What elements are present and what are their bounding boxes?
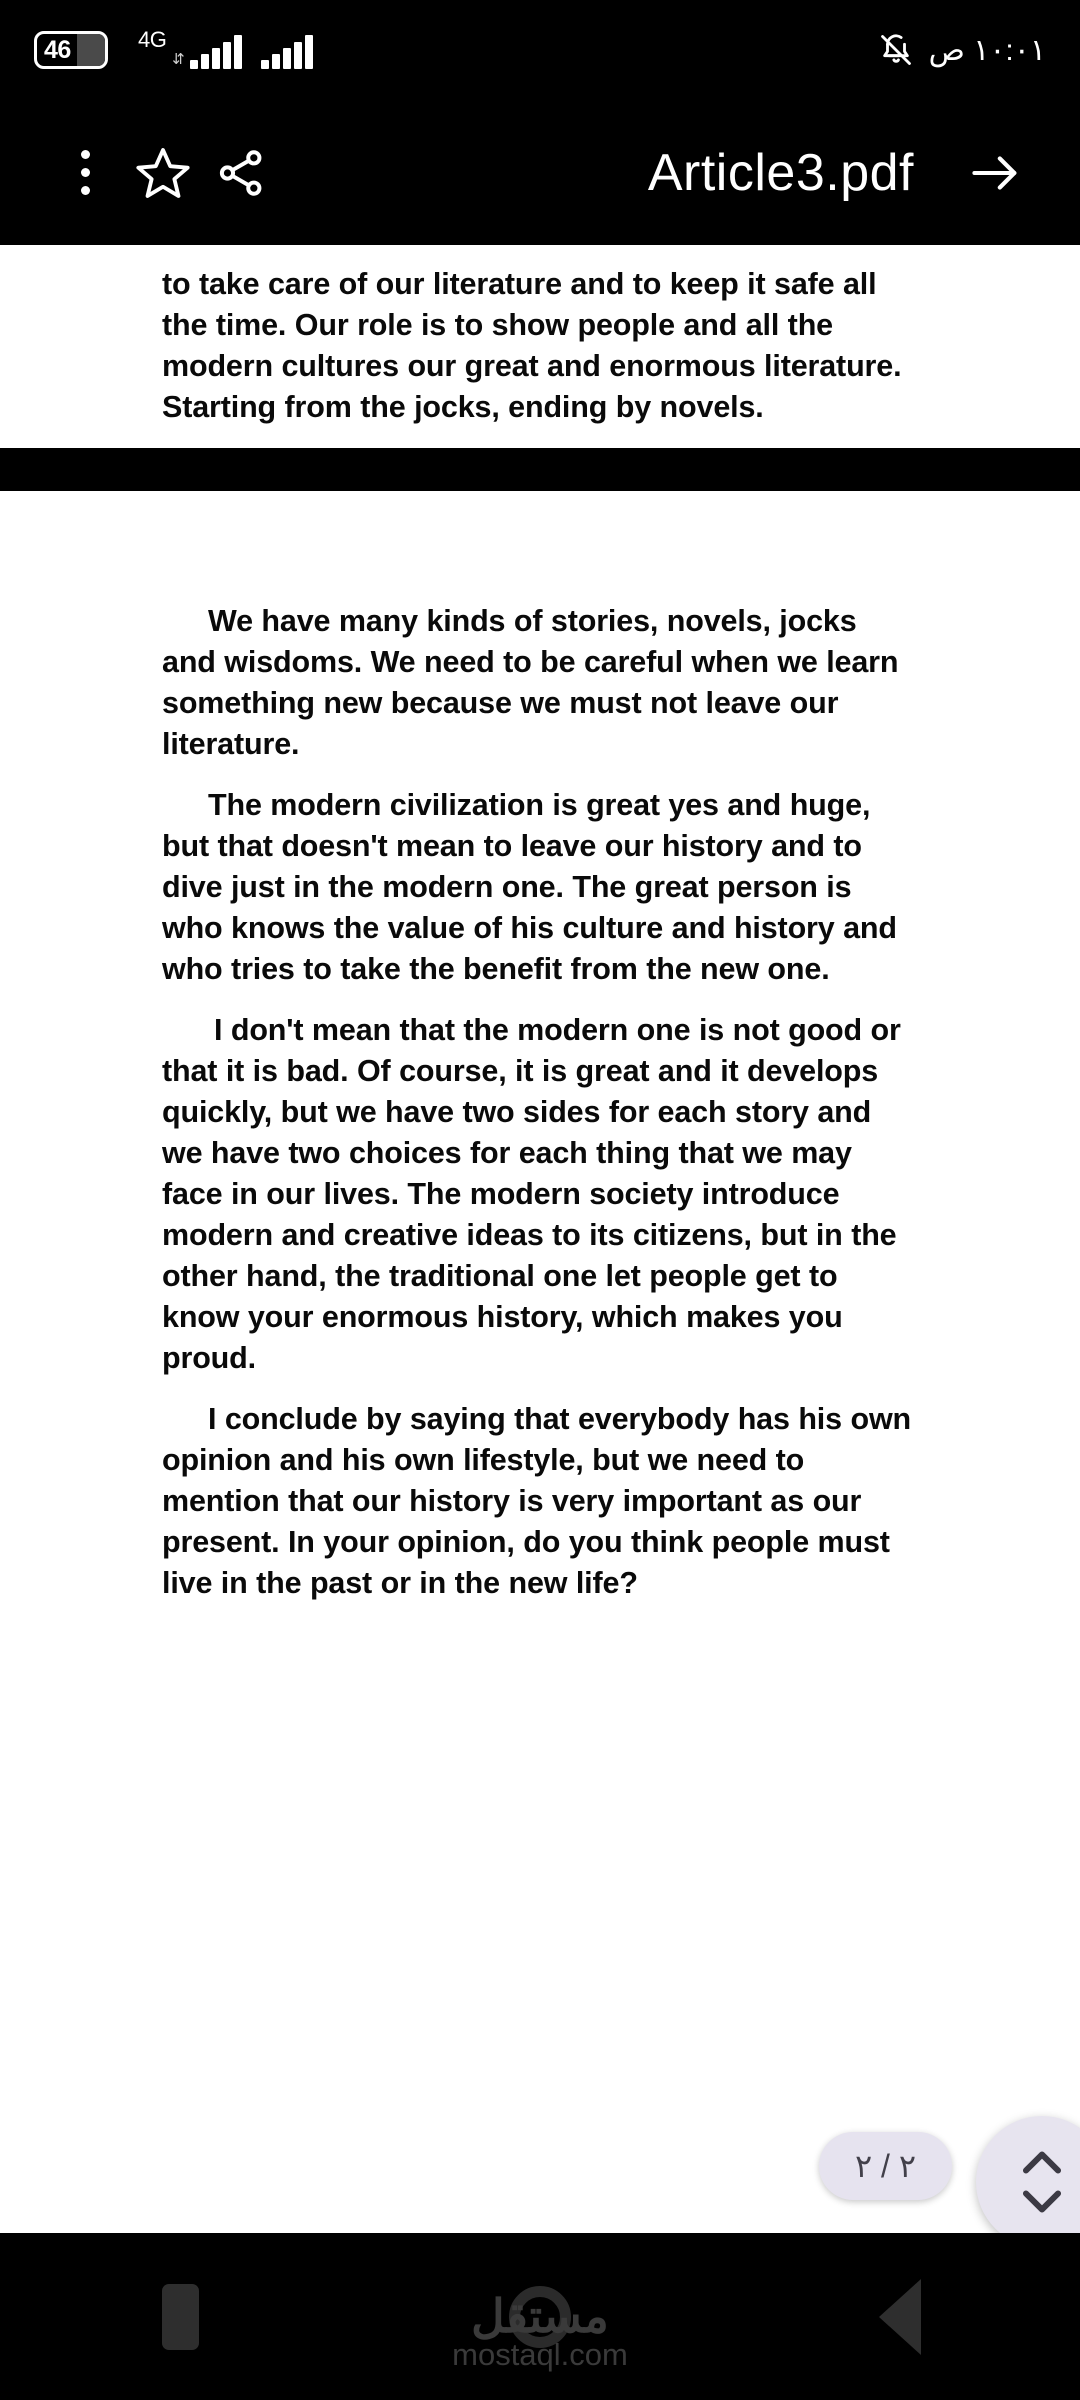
paragraph: I don't mean that the modern one is not good or that it is bad. Of course, it is great and it develops quickly, but we have two sides for each story and we have two choices for each thing that we may face in our lives. The modern society introduce modern and creative ideas to its citizens, but in the other hand, the traditional one let people get to know your enormous history, which makes you proud.	[162, 1013, 901, 1375]
page-separator	[0, 448, 1080, 491]
android-navigation-bar	[0, 2233, 1080, 2400]
battery-icon	[34, 31, 108, 69]
more-options-button[interactable]	[46, 134, 124, 212]
recents-button[interactable]	[120, 2257, 240, 2377]
battery-level-label: 46	[44, 35, 71, 64]
status-bar-left	[34, 27, 313, 69]
page-1-text-block	[0, 264, 1080, 428]
clock-label: ١٠:٠١ ص	[928, 33, 1046, 67]
share-button[interactable]	[202, 134, 280, 212]
arrow-right-icon	[966, 144, 1024, 202]
signal-bars-icon-sim2	[261, 35, 313, 69]
paragraph: to take care of our literature and to keep it safe all the time. Our role is to show people and all the modern cultures our great and enormous literature. Starting from the jocks, ending by novels.	[162, 267, 902, 424]
chevron-up-down-icon	[1014, 2143, 1070, 2221]
battery-fill	[77, 34, 105, 66]
pdf-page-2	[0, 491, 1080, 1604]
status-bar-right	[879, 32, 1046, 68]
circle-home-icon	[509, 2286, 571, 2348]
pdf-viewer-toolbar	[0, 100, 1080, 245]
paragraph: We have many kinds of stories, novels, jocks and wisdoms. We need to be careful when we learn something new because we must not leave our literature.	[162, 604, 899, 761]
scroll-jump-button[interactable]	[976, 2116, 1080, 2233]
pdf-page-1	[0, 245, 1080, 428]
network-status-group	[138, 27, 313, 69]
triangle-back-icon	[879, 2279, 921, 2355]
signal-bars-icon-sim1	[190, 35, 242, 69]
square-recents-icon	[162, 2284, 199, 2350]
paragraph: I conclude by saying that everybody has his own opinion and his own lifestyle, but we need to mention that our history is very important as our present. In your opinion, do you think people must live in the past or in the new life?	[162, 1402, 912, 1600]
home-button[interactable]	[480, 2257, 600, 2377]
page-indicator: ٢ / ٢	[819, 2132, 952, 2200]
forward-button[interactable]	[956, 134, 1034, 212]
watermark-arabic-label: مستقل	[471, 2289, 609, 2342]
data-transfer-arrows-icon: ⇵	[172, 51, 185, 68]
share-icon	[213, 145, 269, 201]
pdf-document-viewport[interactable]	[0, 245, 1080, 2233]
watermark-latin-label: mostaql.com	[452, 2336, 628, 2372]
paragraph: The modern civilization is great yes and huge, but that doesn't mean to leave our history and to dive just in the modern one. The great person is who knows the value of his culture and history and who tries to take the benefit from the new one.	[162, 788, 897, 986]
star-outline-icon	[134, 144, 192, 202]
bell-muted-icon	[879, 32, 913, 68]
document-title: Article3.pdf	[647, 143, 914, 202]
status-bar	[0, 0, 1080, 100]
more-vertical-icon	[81, 150, 90, 195]
page-2-text-block	[0, 601, 1080, 1604]
network-type-label: 4G	[138, 27, 167, 52]
favorite-button[interactable]	[124, 134, 202, 212]
back-button[interactable]	[840, 2257, 960, 2377]
